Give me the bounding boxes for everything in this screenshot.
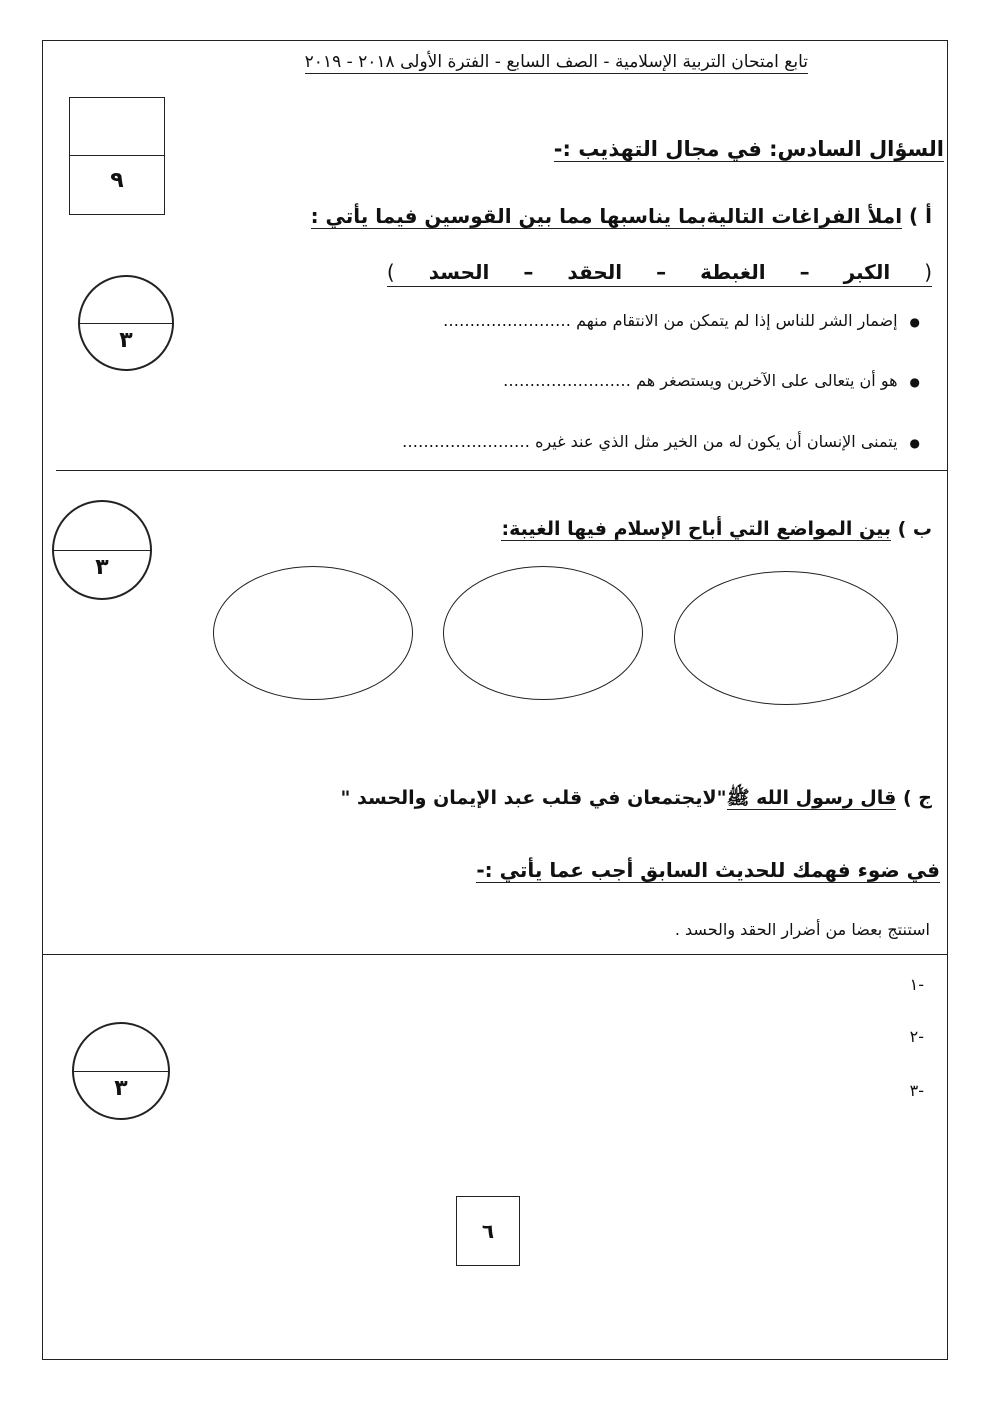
answer-ellipse-3[interactable] (213, 566, 413, 700)
divider-1 (56, 470, 948, 471)
answer-line-3[interactable]: -٣ (909, 1081, 924, 1100)
part-a-choices: ( الكبر – الغبطة – الحقد – الحسد ) (372, 260, 932, 287)
answer-ellipse-2[interactable] (443, 566, 643, 700)
choice-kibr: الكبر (843, 260, 891, 284)
part-c-score-circle: ٣ (72, 1022, 170, 1120)
part-a-instruction: أ ) املأ الفراغات التاليةبما يناسبها مما بين القوسين فيما يأتي : (310, 204, 932, 228)
choice-ghibta: الغبطة (700, 260, 766, 284)
choice-hasad: الحسد (428, 260, 490, 284)
part-a-score-circle: ٣ (78, 275, 174, 371)
divider-2 (42, 954, 948, 955)
fill-item-2: ●هو أن يتعالى على الآخرين ويستصغر هم …………………… (503, 371, 920, 390)
fill-item-3: ●يتمنى الإنسان أن يكون له من الخير مثل الذي عند غيره …………………… (402, 432, 920, 451)
choice-hiqd: الحقد (567, 260, 623, 284)
part-c-hadith: ج ) قال رسول الله ﷺ"لايجتمعان في قلب عبد الإيمان والحسد " (340, 787, 932, 809)
answer-line-1[interactable]: -١ (909, 975, 924, 994)
part-c-prompt: في ضوء فهمك للحديث السابق أجب عما يأتي :- (476, 858, 940, 882)
exam-header: تابع امتحان التربية الإسلامية - الصف السابع - الفترة الأولى ٢٠١٨ - ٢٠١٩ (304, 52, 808, 72)
part-b-score-circle: ٣ (52, 500, 152, 600)
fill-item-1: ●إضمار الشر للناس إذا لم يتمكن من الانتقام منهم …………………… (443, 311, 920, 330)
part-b-instruction: ب ) بين المواضع التي أباح الإسلام فيها الغيبة: (501, 518, 932, 540)
question-title: السؤال السادس: في مجال التهذيب :- (553, 137, 944, 161)
part-c-task: استنتج بعضا من أضرار الحقد والحسد . (674, 920, 930, 939)
answer-ellipse-1[interactable] (674, 571, 898, 705)
answer-line-2[interactable]: -٢ (909, 1027, 924, 1046)
page-number: ٦ (456, 1196, 520, 1266)
total-score-box (69, 97, 165, 215)
total-score: ٩ (110, 168, 124, 193)
